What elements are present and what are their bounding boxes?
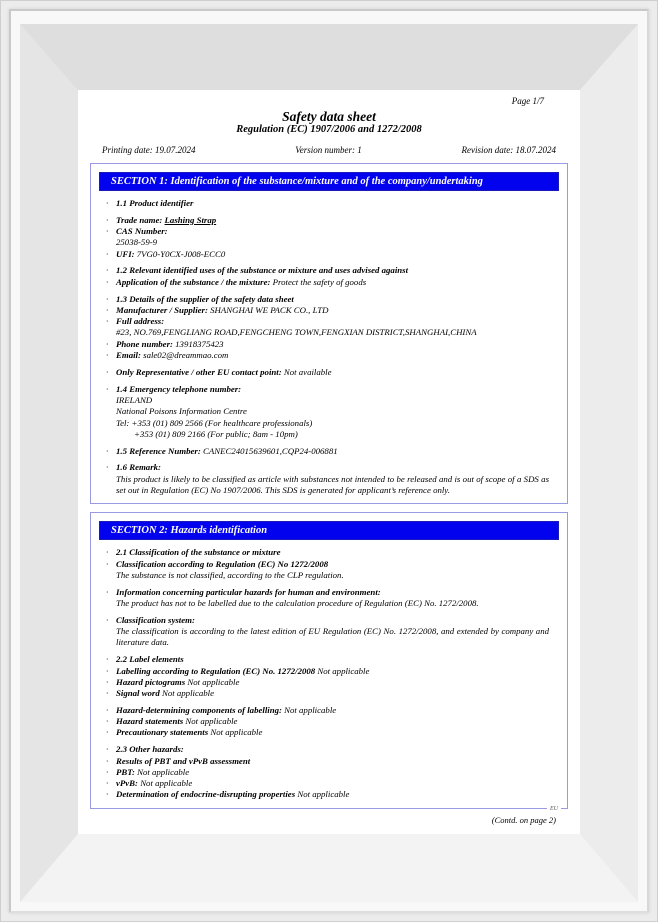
line-label: Classification according to Regulation (EC) No 1272/2008 xyxy=(116,558,329,569)
section-2-box xyxy=(90,512,568,812)
line-value: 25038-59-9 xyxy=(116,237,158,248)
line-value: Tel: +353 (01) 809 2566 (For healthcare professionals) xyxy=(116,417,313,428)
bullet-dot: · xyxy=(106,293,109,304)
doc-line xyxy=(103,350,549,361)
line-label: Classification system: xyxy=(116,614,195,625)
line-label: 1.3 Details of the supplier of the safety data sheet xyxy=(116,293,294,304)
doc-line xyxy=(103,265,549,276)
line-value: Lashing Strap xyxy=(164,214,217,225)
line-value: Not applicable xyxy=(140,778,193,789)
doc-line xyxy=(103,305,549,316)
line-label: Precautionary statements xyxy=(116,727,211,738)
line-label: Phone number: xyxy=(116,338,176,349)
line-label: 2.1 Classification of the substance or mixture xyxy=(116,547,281,558)
line-label: CAS Number: xyxy=(116,226,168,237)
doc-line xyxy=(103,654,549,665)
line-label: UFI: xyxy=(116,248,137,259)
doc-line xyxy=(103,406,549,417)
doc-line xyxy=(103,215,549,226)
bullet-dot: · xyxy=(106,755,109,766)
line-value: Not applicable xyxy=(185,716,238,727)
line-label: 1.5 Reference Number: xyxy=(116,445,203,456)
section-2-banner: SECTION 2: Hazards identification xyxy=(99,521,559,540)
line-label: 2.2 Label elements xyxy=(116,654,184,665)
line-label: Email: xyxy=(116,350,144,361)
revision-date: Revision date: 18.07.2024 xyxy=(461,145,556,155)
bullet-dot: · xyxy=(106,716,109,727)
bullet-dot: · xyxy=(106,665,109,676)
bullet-dot: · xyxy=(106,338,109,349)
doc-line xyxy=(103,474,549,497)
bullet-dot: · xyxy=(106,688,109,699)
doc-line xyxy=(103,395,549,406)
doc-line xyxy=(103,339,549,350)
dates-row xyxy=(102,145,556,155)
line-label: Hazard statements xyxy=(116,716,186,727)
page-header xyxy=(78,90,580,155)
line-label: Information concerning particular hazards for human and environment: xyxy=(116,586,381,597)
document-title: Safety data sheet xyxy=(282,109,376,124)
bullet-dot: · xyxy=(106,727,109,738)
doc-line xyxy=(103,446,549,457)
line-label: Hazard-determining components of labelling: xyxy=(116,704,285,715)
doc-line xyxy=(103,429,549,440)
bullet-dot: · xyxy=(106,676,109,687)
eu-region-mark: EU xyxy=(547,805,561,813)
line-value: National Poisons Information Centre xyxy=(116,406,247,417)
line-label: Application of the substance / the mixture: xyxy=(116,276,273,287)
continued-note: (Contd. on page 2) xyxy=(491,814,556,825)
doc-line xyxy=(103,626,549,649)
line-label: 1.2 Relevant identified uses of the substance or mixture and uses advised against xyxy=(116,265,409,276)
line-value: Not applicable xyxy=(284,704,337,715)
doc-line xyxy=(103,237,549,248)
line-value: 7VG0-Y0CX-J008-ECC0 xyxy=(136,248,226,259)
doc-line xyxy=(103,615,549,626)
bullet-dot: · xyxy=(106,276,109,287)
line-value: The product has not to be labelled due to the calculation procedure of Regulation (EC) No. 1272/2008. xyxy=(116,598,479,609)
section-1-body xyxy=(99,198,559,496)
section-2-body xyxy=(99,547,559,800)
line-label: Results of PBT and vPvB assessment xyxy=(116,755,251,766)
line-label: Manufacturer / Supplier: xyxy=(116,304,211,315)
doc-line xyxy=(103,666,549,677)
bullet-dot: · xyxy=(106,704,109,715)
line-value: IRELAND xyxy=(116,394,153,405)
bullet-dot: · xyxy=(106,789,109,800)
line-label: PBT: xyxy=(116,766,138,777)
doc-line xyxy=(103,384,549,395)
document-subtitle: Regulation (EC) 1907/2006 and 1272/2008 xyxy=(236,124,422,135)
section-1-box xyxy=(90,163,568,504)
line-value: Not available xyxy=(283,366,332,377)
bullet-dot: · xyxy=(106,547,109,558)
bullet-dot: · xyxy=(106,198,109,208)
doc-line xyxy=(103,277,549,288)
doc-line xyxy=(103,598,549,609)
line-value: The substance is not classified, according to the CLP regulation. xyxy=(116,569,344,580)
bullet-dot: · xyxy=(106,462,109,473)
bullet-dot: · xyxy=(106,304,109,315)
doc-line xyxy=(103,418,549,429)
line-value: Not applicable xyxy=(297,789,350,800)
line-value: sale02@dreammao.com xyxy=(143,350,229,361)
version-number: Version number: 1 xyxy=(295,145,362,155)
bullet-dot: · xyxy=(106,214,109,225)
doc-line xyxy=(103,559,549,570)
line-value: The classification is according to the latest edition of EU Regulation (EC) No. 1272/2008, and extended by company and literature data. xyxy=(116,626,549,648)
bullet-dot: · xyxy=(106,766,109,777)
bullet-dot: · xyxy=(106,383,109,394)
line-label: Signal word xyxy=(116,688,162,699)
doc-line xyxy=(103,570,549,581)
page-indicator: Page 1/7 xyxy=(511,96,544,106)
line-value: This product is likely to be classified as article with substances not intended to be released and is out of scope of a SDS as set out in Regulation (EC) No 1907/2006. This SDS is generated for applicant’s reference only. xyxy=(116,473,549,496)
bullet-dot: · xyxy=(106,366,109,377)
bullet-dot: · xyxy=(106,654,109,665)
line-value: SHANGHAI WE PACK CO., LTD xyxy=(210,304,329,315)
doc-line xyxy=(103,294,549,305)
line-label: Only Representative / other EU contact point: xyxy=(116,366,284,377)
doc-line xyxy=(103,677,549,688)
doc-line xyxy=(103,778,549,789)
doc-line xyxy=(103,716,549,727)
line-label: Labelling according to Regulation (EC) No. 1272/2008 xyxy=(116,665,318,676)
line-label: vPvB: xyxy=(116,778,141,789)
line-label: 2.3 Other hazards: xyxy=(116,744,184,755)
document-page xyxy=(78,90,580,834)
doc-line xyxy=(103,226,549,237)
doc-line xyxy=(103,316,549,327)
line-value: 13918375423 xyxy=(175,338,224,349)
doc-line xyxy=(103,756,549,767)
line-value: Not applicable xyxy=(317,665,370,676)
bullet-dot: · xyxy=(106,744,109,755)
bullet-dot: · xyxy=(106,226,109,237)
line-label: Hazard pictograms xyxy=(116,676,188,687)
doc-line xyxy=(103,789,549,800)
doc-line xyxy=(103,367,549,378)
bullet-dot: · xyxy=(106,265,109,276)
line-label: Full address: xyxy=(116,316,165,327)
doc-line xyxy=(103,327,549,338)
bullet-dot: · xyxy=(106,316,109,327)
doc-line xyxy=(103,688,549,699)
line-label: 1.1 Product identifier xyxy=(116,198,194,208)
bullet-dot: · xyxy=(106,778,109,789)
line-label: Trade name: xyxy=(116,214,165,225)
line-value: Protect the safety of goods xyxy=(272,276,367,287)
doc-line xyxy=(103,587,549,598)
bullet-dot: · xyxy=(106,614,109,625)
doc-line xyxy=(103,744,549,755)
section-1-banner: SECTION 1: Identification of the substance/mixture and of the company/undertaking xyxy=(99,172,559,191)
line-value: Not applicable xyxy=(137,766,190,777)
doc-line xyxy=(103,547,549,558)
doc-line xyxy=(103,249,549,260)
line-value: #23, NO.769,FENGLIANG ROAD,FENGCHENG TOWN,FENGXIAN DISTRICT,SHANGHAI,CHINA xyxy=(116,327,477,338)
doc-line xyxy=(103,198,549,209)
doc-line xyxy=(103,767,549,778)
line-value: Not applicable xyxy=(210,727,263,738)
bullet-dot: · xyxy=(106,350,109,361)
line-value: Not applicable xyxy=(187,676,240,687)
line-label: Determination of endocrine-disrupting properties xyxy=(116,789,298,800)
line-label: 1.6 Remark: xyxy=(116,462,161,473)
bullet-dot: · xyxy=(106,558,109,569)
bullet-dot: · xyxy=(106,248,109,259)
line-value: CANEC24015639601,CQP24-006881 xyxy=(202,445,338,456)
line-label: 1.4 Emergency telephone number: xyxy=(116,383,242,394)
line-value: +353 (01) 809 2166 (For public; 8am - 10pm) xyxy=(134,428,298,439)
bullet-dot: · xyxy=(106,586,109,597)
doc-line xyxy=(103,727,549,738)
doc-line xyxy=(103,705,549,716)
bullet-dot: · xyxy=(106,445,109,456)
line-value: Not applicable xyxy=(161,688,215,699)
printing-date: Printing date: 19.07.2024 xyxy=(102,145,196,155)
doc-line xyxy=(103,462,549,473)
